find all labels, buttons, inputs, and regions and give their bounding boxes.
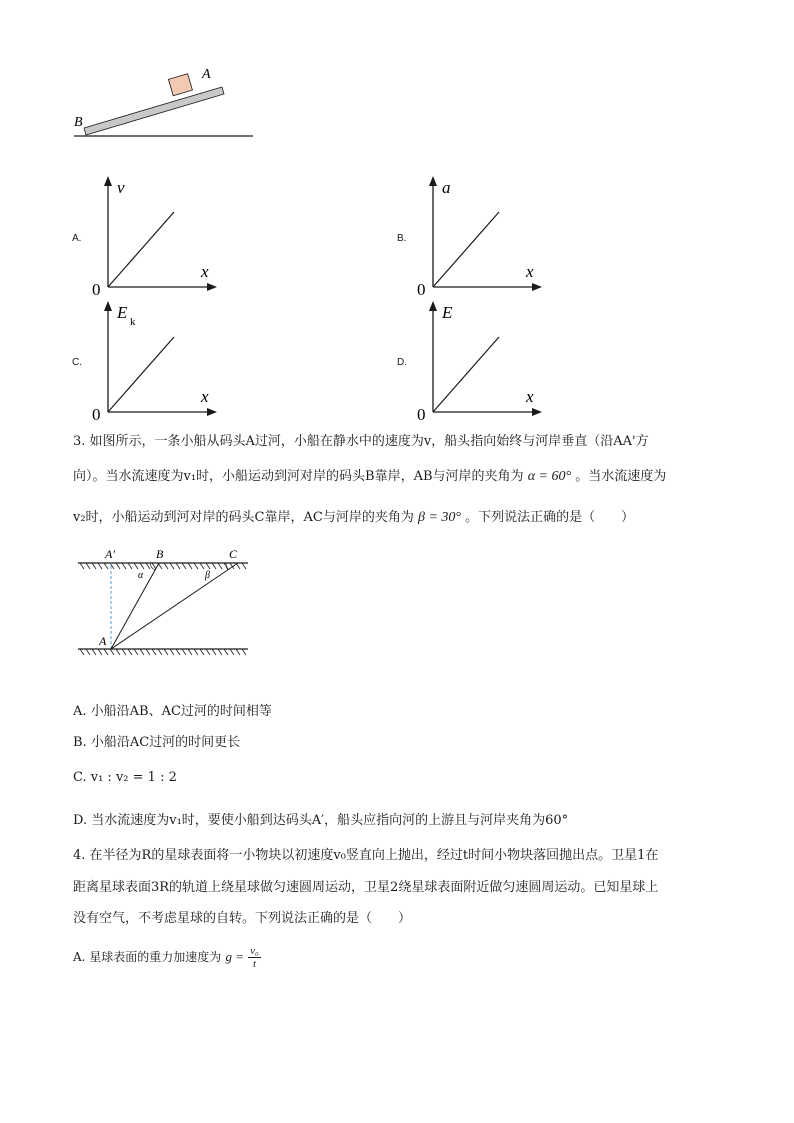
q4-line-1: 4. 在半径为R的星球表面将一小物块以初速度v₀竖直向上抛出，经过t时间小物块落回抛出点。卫星1在 bbox=[73, 848, 659, 863]
river-label-b: B bbox=[156, 547, 164, 561]
graph-d-origin: 0 bbox=[417, 405, 426, 424]
q4-line-2: 距离星球表面3R的轨道上绕星球做匀速圆周运动，卫星2绕星球表面附近做匀速圆周运动。已知星球上 bbox=[73, 880, 659, 895]
q3-line-2-text-b: 。当水流速度为 bbox=[575, 469, 667, 484]
incline-figure bbox=[60, 60, 270, 150]
graph-a-x-label: x bbox=[201, 262, 209, 281]
graph-d-x-label: x bbox=[526, 387, 534, 406]
option-c-label: C. bbox=[72, 357, 82, 368]
incline-label-b: B bbox=[74, 115, 83, 130]
q3-line-3-text-a: v₂时，小船运动到河对岸的码头C靠岸，AC与河岸的夹角为 bbox=[73, 510, 414, 525]
graph-a-y-label: v bbox=[117, 178, 125, 197]
graph-option-d bbox=[413, 297, 553, 427]
option-b-label: B. bbox=[397, 233, 407, 244]
q4-option-a-denominator: t bbox=[252, 958, 256, 970]
graph-option-b bbox=[413, 172, 553, 302]
graph-c-origin: 0 bbox=[92, 405, 101, 424]
graph-d-y-label: E bbox=[442, 303, 453, 322]
river-label-a-prime: A′ bbox=[105, 547, 115, 561]
graph-b-origin: 0 bbox=[417, 280, 426, 299]
graph-a-origin: 0 bbox=[92, 280, 101, 299]
option-d-label: D. bbox=[397, 357, 407, 368]
river-label-c: C bbox=[229, 547, 238, 561]
q4-option-a-lhs: g = bbox=[225, 949, 244, 964]
q4-option-a-fraction bbox=[248, 945, 261, 970]
graph-c-y-label-sub: k bbox=[130, 316, 136, 328]
q4-line-3: 没有空气，不考虑星球的自转。下列说法正确的是（ ） bbox=[73, 911, 412, 926]
graph-b-y-label: a bbox=[442, 178, 451, 197]
q3-beta-value: β = 30° bbox=[417, 510, 462, 525]
graph-option-c bbox=[88, 297, 228, 427]
graph-c-x-label: x bbox=[201, 387, 209, 406]
q3-option-a: A. 小船沿AB、AC过河的时间相等 bbox=[73, 704, 272, 719]
river-label-a: A bbox=[99, 634, 107, 648]
graph-option-a bbox=[88, 172, 228, 302]
river-figure bbox=[70, 545, 260, 665]
option-a-label: A. bbox=[72, 233, 82, 244]
q3-line-3-text-b: 。下列说法正确的是（ ） bbox=[465, 510, 635, 525]
incline-label-a: A bbox=[202, 67, 211, 82]
q3-line-3 bbox=[73, 508, 634, 528]
q3-option-b: B. 小船沿AC过河的时间更长 bbox=[73, 735, 241, 750]
q4-option-a bbox=[73, 943, 261, 972]
river-label-beta: β bbox=[205, 570, 210, 581]
q3-alpha-value: α = 60° bbox=[527, 469, 572, 484]
q3-line-2 bbox=[73, 467, 666, 487]
river-label-alpha: α bbox=[138, 570, 144, 581]
graph-b-x-label: x bbox=[526, 262, 534, 281]
q3-line-1: 3. 如图所示，一条小船从码头A过河，小船在静水中的速度为v，船头指向始终与河岸垂直（沿AA'方 bbox=[73, 434, 649, 449]
q3-option-c: C. v₁ : v₂ = 1 : 2 bbox=[73, 770, 177, 785]
q4-option-a-text: A. 星球表面的重力加速度为 bbox=[73, 950, 222, 964]
graph-c-y-label: E bbox=[117, 303, 128, 322]
q3-option-d: D. 当水流速度为v₁时，要使小船到达码头A′，船头应指向河的上游且与河岸夹角为60° bbox=[73, 813, 569, 828]
q4-option-a-numerator: v₀ bbox=[250, 945, 259, 957]
q3-line-2-text-a: 向）。当水流速度为v₁时，小船运动到河对岸的码头B靠岸，AB与河岸的夹角为 bbox=[73, 469, 524, 484]
